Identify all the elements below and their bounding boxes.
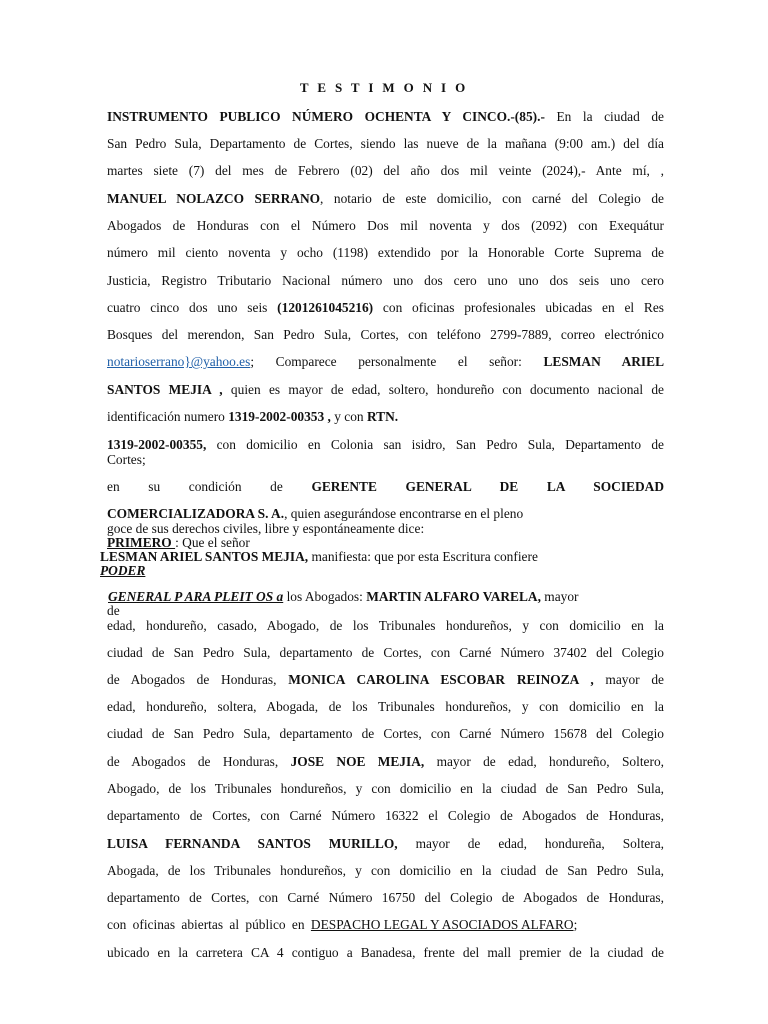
line-text: quien es mayor de edad, soltero, hondureño con documento nacional de [222, 382, 664, 397]
line-31 [107, 836, 664, 852]
line-7: Justicia, Registro Tributario Nacional número uno dos cero uno uno dos seis uno cero [107, 273, 664, 288]
line-text: , notario de este domicilio, con carné del Colegio de [320, 191, 664, 206]
line-10 [107, 354, 664, 370]
line-28 [107, 754, 664, 770]
clause-primero: PRIMERO [107, 535, 176, 550]
email-link[interactable]: notarioserrano}@yahoo.es [107, 354, 251, 369]
line-14: Cortes; [107, 452, 146, 467]
document-title: T E S T I M O N I O [299, 80, 469, 95]
lawyer-name-3: JOSE NOE MEJIA, [290, 754, 425, 769]
line-text: : Que el señor [175, 535, 250, 550]
line-2: San Pedro Sula, Departamento de Cortes, siendo las nueve de la mañana (9:00 am.) del día [107, 136, 664, 151]
line-text: En la ciudad de [544, 109, 664, 124]
line-text: manifiesta: que por esta Escritura confiere [308, 549, 538, 564]
line-12 [107, 409, 664, 425]
line-6: número mil ciento noventa y ocho (1198) extendido por la Honorable Corte Suprema de [107, 245, 664, 260]
lawyer-name-2: MONICA CAROLINA ESCOBAR REINOZA , [288, 672, 594, 687]
firm-name: DESPACHO LEGAL Y ASOCIADOS ALFARO [310, 917, 574, 932]
line-11 [107, 382, 664, 398]
line-27: ciudad de San Pedro Sula, departamento de Cortes, con Carné Número 15678 del Colegio [107, 726, 664, 741]
line-text: de Abogados de Honduras, [107, 672, 289, 687]
line-32: Abogada, de los Tribunales hondureños, y con domicilio en la ciudad de San Pedro Sula, [107, 863, 664, 878]
line-text: con oficinas abiertas al público en [107, 917, 311, 932]
line-30: departamento de Cortes, con Carné Número 16322 el Colegio de Abogados de Honduras, [107, 808, 664, 823]
line-3: martes siete (7) del mes de Febrero (02) del año dos mil veinte (2024),- Ante mí, , [107, 163, 664, 178]
line-26: edad, hondureño, soltera, Abogada, de los Tribunales hondureños, y con domicilio en la [107, 699, 664, 714]
line-text: y con [330, 409, 367, 424]
line-23: edad, hondureño, casado, Abogado, de los Tribunales hondureños, y con domicilio en la [107, 618, 664, 633]
poder-type: GENERAL P ARA PLEIT OS a [108, 589, 284, 604]
rtn-number: (1201261045216) [277, 300, 374, 315]
line-15 [107, 479, 664, 495]
line-22: de [107, 603, 120, 618]
line-text: en su condición de [107, 479, 312, 494]
instrument-heading: INSTRUMENTO PUBLICO NÚMERO OCHENTA Y CINCO.-(85).- [107, 109, 545, 124]
client-name: LESMAN ARIEL SANTOS MEJIA, [100, 549, 309, 564]
line-34 [107, 917, 664, 933]
line-text: con domicilio en Colonia san isidro, San Pedro Sula, Departamento de [206, 437, 664, 452]
company-name: COMERCIALIZADORA S. A. [107, 506, 285, 521]
line-13 [107, 437, 664, 453]
id-number: 1319-2002-00353 , [228, 409, 331, 424]
line-29: Abogado, de los Tribunales hondureños, y con domicilio en la ciudad de San Pedro Sula, [107, 781, 664, 796]
line-text: mayor de [593, 672, 664, 687]
line-text: identificación numero [107, 409, 229, 424]
line-17: goce de sus derechos civiles, libre y espontáneamente dice: [107, 521, 425, 536]
line-25 [107, 672, 664, 688]
line-24: ciudad de San Pedro Sula, departamento de Cortes, con Carné Número 37402 del Colegio [107, 645, 664, 660]
line-text: , quien asegurándose encontrarse en el pleno [284, 506, 524, 521]
line-text: de Abogados de Honduras, [107, 754, 291, 769]
line-33: departamento de Cortes, con Carné Número 16750 del Colegio de Abogados de Honduras, [107, 890, 664, 905]
line-9: Bosques del merendon, San Pedro Sula, Cortes, con teléfono 2799-7889, correo electrónico [107, 327, 664, 342]
line-text: mayor de edad, hondureño, Soltero, [424, 754, 665, 769]
client-name: LESMAN ARIEL [543, 354, 665, 369]
line-20 [100, 563, 657, 579]
line-text: con oficinas profesionales ubicadas en el Res [373, 300, 664, 315]
poder-title: PODER [100, 563, 146, 578]
notary-name: MANUEL NOLAZCO SERRANO [107, 191, 321, 206]
line-1 [107, 109, 664, 125]
lawyer-name-1: MARTIN ALFARO VARELA, [366, 589, 541, 604]
rtn-label: RTN. [366, 409, 399, 424]
line-8 [107, 300, 664, 316]
lawyer-name-4: LUISA FERNANDA SANTOS MURILLO, [107, 836, 398, 851]
line-4 [107, 191, 664, 207]
line-text: los Abogados: [283, 589, 367, 604]
line-text: mayor [540, 589, 579, 604]
line-text: cuatro cinco dos uno seis [107, 300, 278, 315]
line-text: ; Comparece personalmente el señor: [250, 354, 544, 369]
line-16 [107, 506, 664, 522]
client-name: SANTOS MEJIA , [107, 382, 223, 397]
line-text: ; [573, 917, 578, 932]
line-35: ubicado en la carretera CA 4 contiguo a Banadesa, frente del mall premier de la ciudad de [107, 945, 664, 960]
line-text: mayor de edad, hondureña, Soltera, [397, 836, 664, 851]
rtn-number: 1319-2002-00355, [107, 437, 207, 452]
position-title: GERENTE GENERAL DE LA SOCIEDAD [311, 479, 664, 494]
line-5: Abogados de Honduras con el Número Dos mil noventa y dos (2092) con Exequátur [107, 218, 664, 233]
